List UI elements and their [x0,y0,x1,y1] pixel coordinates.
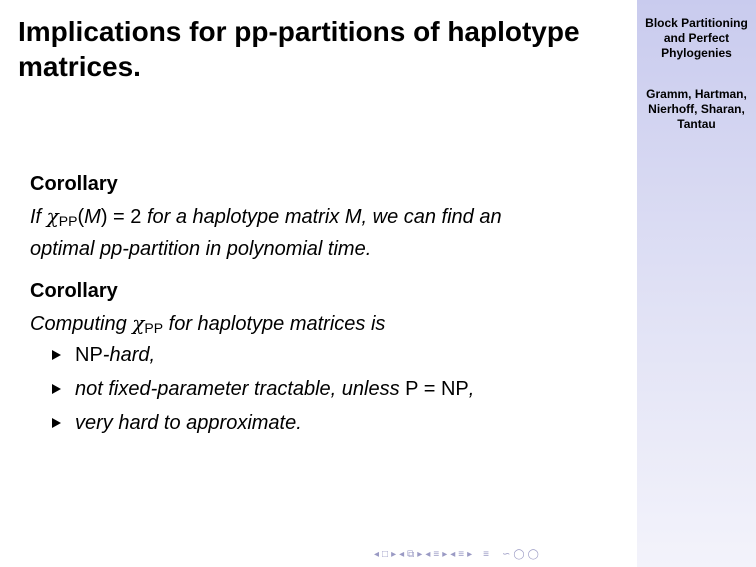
corollary-1-title: Corollary [30,173,118,195]
corollary-1-line-1: If $\chi_{PP}(M) = 2$ for a haplotype matrix M, we can find an [30,204,502,229]
corollary-2-title: Corollary [30,280,118,302]
nav-prev-frame-icon[interactable]: ◂ [399,549,405,560]
sidebar-talk-title: Block Partitioning and Perfect Phylogenies [645,16,748,60]
nav-prev-subsection-icon[interactable]: ◂ [425,549,431,560]
list-item: not fixed-parameter tractable, unless P = NP, [48,377,474,411]
corollary-2-intro: Computing $\chi_{PP}$ for haplotype matrices is [30,311,386,336]
list-item: very hard to approximate. [48,411,474,445]
nav-back-icon[interactable]: ∽ [501,549,511,560]
bullet-triangle-icon [52,384,61,394]
nav-section-icon[interactable]: ≡ [458,549,465,560]
bullet-triangle-icon [52,418,61,428]
nav-next-frame-icon[interactable]: ▸ [417,549,423,560]
frame-title: Implications for pp-partitions of haplotype matrices. [18,16,580,82]
nav-prev-section-icon[interactable]: ◂ [450,549,456,560]
corollary-2-list [48,343,474,445]
nav-slide-icon[interactable]: □ [382,549,389,560]
corollary-1-line-2: optimal pp-partition in polynomial time. [30,238,372,260]
sidebar [637,0,756,567]
nav-next-slide-icon[interactable]: ▸ [391,549,397,560]
list-item: NP-hard, [48,343,474,377]
nav-toc-icon[interactable]: ≡ [483,549,489,560]
nav-frame-icon[interactable]: ⧉ [407,549,415,560]
nav-forward-icon[interactable]: ◯ [527,549,539,560]
sidebar-authors: Gramm, Hartman, Nierhoff, Sharan, Tantau [646,87,747,131]
bullet-triangle-icon [52,350,61,360]
nav-next-subsection-icon[interactable]: ▸ [442,549,448,560]
nav-search-icon[interactable]: ◯ [513,549,525,560]
nav-prev-slide-icon[interactable]: ◂ [374,549,380,560]
nav-next-section-icon[interactable]: ▸ [467,549,473,560]
navigation-bar [374,548,539,562]
corollary-1-body [30,202,620,263]
nav-subsection-icon[interactable]: ≡ [433,549,440,560]
